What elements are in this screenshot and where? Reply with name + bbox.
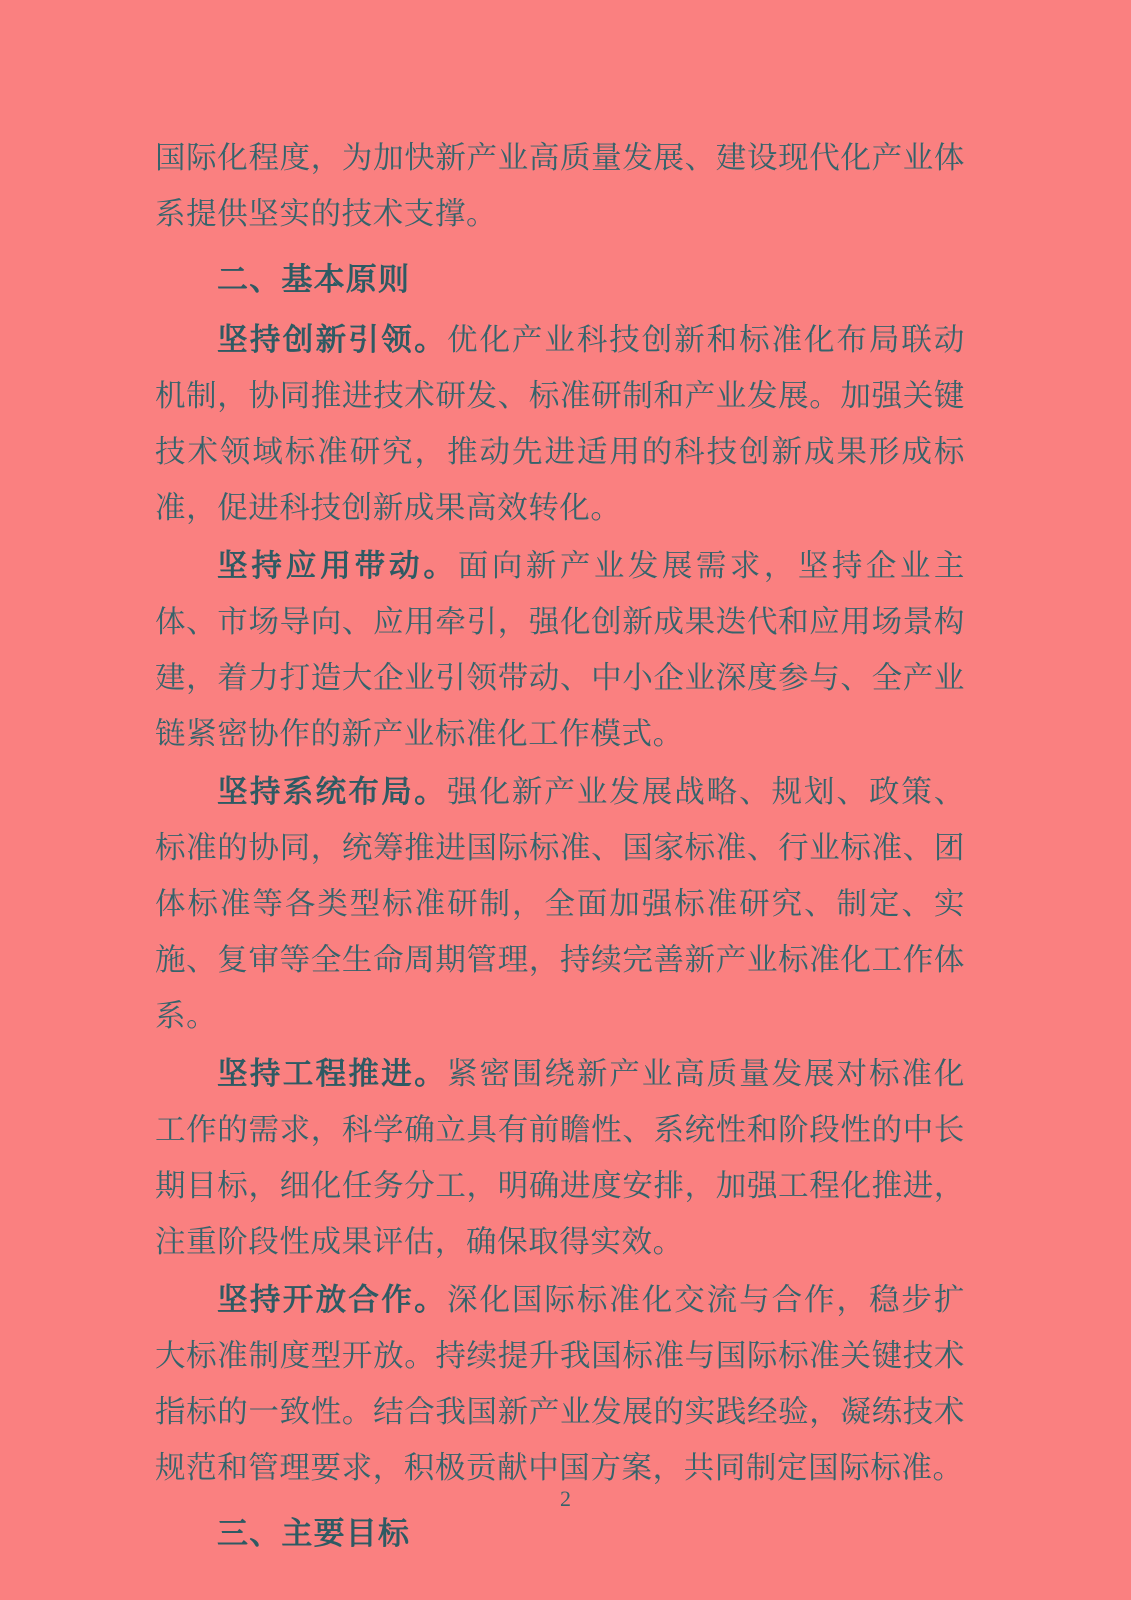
principle-text-1: 优化产业科技创新和标准化布局联动机制，协同推进技术研发、标准研制和产业发展。加强关键技术领域标准研究，推动先进适用的科技创新成果形成标准，促进科技创新成果高效转化。 [155,323,965,525]
principle-lead-2: 坚持应用带动。 [217,549,458,583]
principle-text-2: 面向新产业发展需求，坚持企业主体、市场导向、应用牵引，强化创新成果迭代和应用场景构建，着力打造大企业引领带动、中小企业深度参与、全产业链紧密协作的新产业标准化工作模式。 [155,549,966,751]
section-heading-two: 二、基本原则 [217,262,411,297]
paragraph-continued: 国际化程度，为加快新产业高质量发展、建设现代化产业体系提供坚实的技术支撑。 [155,141,965,231]
principle-text-5: 深化国际标准化交流与合作，稳步扩大标准制度型开放。持续提升我国标准与国际标准关键技术指标的一致性。结合我国新产业发展的实践经验，凝练技术规范和管理要求，积极贡献中国方案，共同制定国际标准。 [155,1283,965,1485]
principle-paragraph-2 [155,538,965,762]
document-body [155,130,965,1562]
principle-paragraph-3 [155,764,965,1044]
principle-paragraph-1 [155,312,965,536]
principle-text-3: 强化新产业发展战略、规划、政策、标准的协同，统筹推进国际标准、国家标准、行业标准、团体标准等各类型标准研制，全面加强标准研究、制定、实施、复审等全生命周期管理，持续完善新产业标准化工作体系。 [155,775,965,1033]
principle-paragraph-4 [155,1046,965,1270]
principle-lead-3: 坚持系统布局。 [217,775,448,809]
principle-lead-5: 坚持开放合作。 [217,1283,448,1317]
principle-text-4: 紧密围绕新产业高质量发展对标准化工作的需求，科学确立具有前瞻性、系统性和阶段性的中长期目标，细化任务分工，明确进度安排，加强工程化推进，注重阶段性成果评估，确保取得实效。 [155,1057,965,1259]
principle-lead-4: 坚持工程推进。 [217,1057,448,1091]
page-number: 2 [560,1486,571,1511]
section-heading-three: 三、主要目标 [217,1516,411,1551]
principle-paragraph-5 [155,1272,965,1496]
principle-lead-1: 坚持创新引领。 [217,323,448,357]
